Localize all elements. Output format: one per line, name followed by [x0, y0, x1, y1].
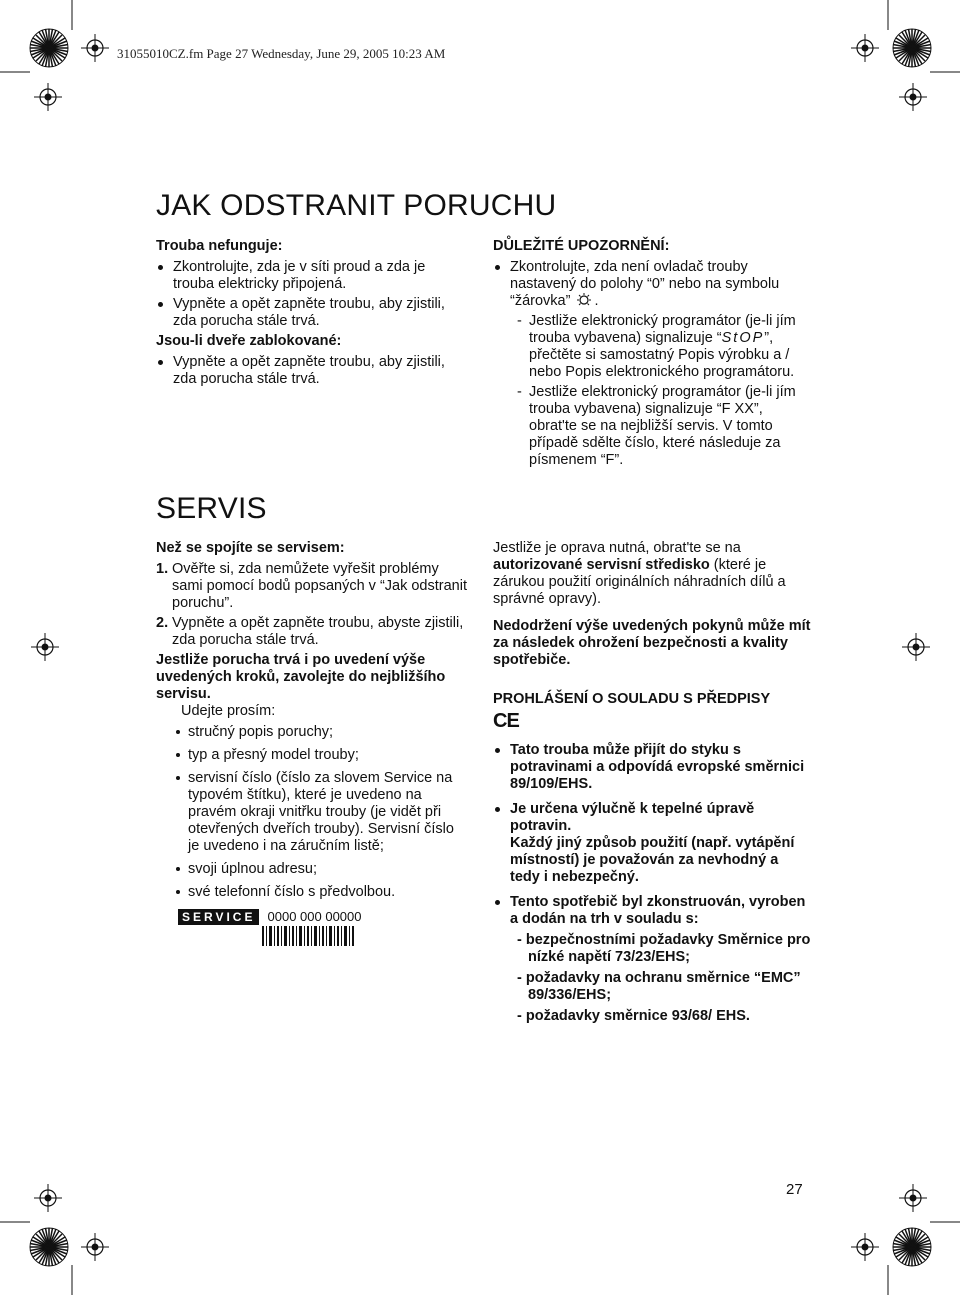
please-provide-text: Udejte prosím:	[181, 703, 276, 719]
heading-door-blocked: Jsou-li dveře zablokované:	[156, 333, 342, 349]
repair-needed-text: Jestliže je oprava nutná, obrat'te se na autorizované servisní středisko (které je zárukou použití originálních náhradních dílů a správné opravy).	[493, 540, 786, 607]
list-item: svoji úplnou adresu;	[176, 861, 468, 878]
print-header: 31055010CZ.fm Page 27 Wednesday, June 29, 2005 10:23 AM	[117, 46, 446, 61]
list-item: - požadavky na ochranu směrnice “EMC” 89/336/EHS;	[517, 970, 801, 1003]
oven-not-working-list	[156, 259, 466, 330]
service-label	[178, 908, 361, 926]
safety-warning-text: Nedodržení výše uvedených pokynů může mít za následek ohrožení bezpečnosti a kvality spotřebiče.	[493, 618, 811, 668]
stop-display-symbol: StOP	[721, 330, 765, 346]
page-number: 27	[786, 1181, 803, 1198]
service-badge: SERVICE	[178, 909, 259, 925]
bulb-check-text: Zkontrolujte, zda není ovladač trouby nastavený do polohy “0” nebo na symbolu “žárovka”	[510, 259, 780, 309]
before-contact-heading: Než se spojíte se servisem:	[156, 540, 345, 556]
authorized-service-text: autorizované servisní středisko	[493, 557, 710, 573]
list-item: Zkontrolujte, zda není ovladač trouby nastavený do polohy “0” nebo na symbolu “žárovka” .	[493, 259, 813, 310]
page-title: JAK ODSTRANIT PORUCHU	[156, 189, 557, 222]
servis-title: SERVIS	[156, 492, 267, 525]
list-item: Vypněte a opět zapněte troubu, aby zjistili, zda porucha stále trvá.	[156, 296, 466, 330]
list-item: své telefonní číslo s předvolbou.	[176, 884, 468, 901]
lamp-icon	[574, 293, 594, 307]
list-item: typ a přesný model trouby;	[176, 747, 468, 764]
list-item: - Jestliže elektronický programátor (je-li jím trouba vybavena) signalizuje “F XX”, obrat'te se na nejbližší servis. V tomto případě sdělte číslo, které následuje za písmenem “F”.	[517, 384, 813, 469]
troubleshoot-right-column	[493, 238, 813, 472]
servis-right-column	[493, 540, 811, 1025]
list-item: - požadavky směrnice 93/68/ EHS.	[517, 1008, 750, 1024]
list-item: 1. Ověřte si, zda nemůžete vyřešit problémy sami pomocí bodů popsaných v “Jak odstranit poruchu”.	[156, 561, 467, 611]
list-item: Vypněte a opět zapněte troubu, aby zjistili, zda porucha stále trvá.	[156, 354, 466, 388]
service-number: 0000 000 00000	[267, 909, 362, 924]
list-item: Tato trouba může přijít do styku s potravinami a odpovídá evropské směrnici 89/109/EHS.	[493, 742, 811, 793]
servis-left-column	[156, 540, 468, 907]
important-list	[493, 259, 813, 310]
list-item: Zkontrolujte, zda je v síti proud a zda je trouba elektricky připojená.	[156, 259, 466, 293]
list-item: - Jestliže elektronický programátor (je-li jím trouba vybavena) signalizuje “StOP”, přečtěte si samostatný Popis výrobku a / nebo Popis elektronického programátoru.	[517, 313, 813, 381]
list-item: servisní číslo (číslo za slovem Service na typovém štítku), které je uvedeno na pravém okraji vnitřku trouby (je vidět při otevřených dveřích trouby). Servisní číslo je uvedeno i na záručním listě;	[176, 770, 468, 855]
list-item: stručný popis poruchy;	[176, 724, 468, 741]
list-item: - bezpečnostními požadavky Směrnice pro nízké napětí 73/23/EHS;	[517, 932, 811, 965]
troubleshoot-left-column	[156, 238, 466, 391]
fault-persists-text: Jestliže porucha trvá i po uvedení výše uvedených kroků, zavolejte do nejbližšího servisu.	[156, 652, 446, 702]
directive-list	[517, 932, 811, 1025]
info-to-provide-list	[176, 724, 468, 901]
list-item: 2. Vypněte a opět zapněte troubu, abyste zjistili, zda porucha stále trvá.	[156, 615, 464, 648]
door-blocked-list	[156, 354, 466, 388]
programmer-notes	[517, 313, 813, 469]
list-item: Tento spotřebič byl zkonstruován, vyroben a dodán na trh v souladu s:	[493, 894, 811, 928]
ce-mark-icon: CE	[493, 710, 519, 732]
barcode	[262, 926, 354, 946]
heading-oven-not-working: Trouba nefunguje:	[156, 238, 283, 254]
important-heading: DŮLEŽITÉ UPOZORNĚNÍ:	[493, 238, 670, 254]
conformity-heading: PROHLÁŠENÍ O SOULADU S PŘEDPISY	[493, 691, 771, 707]
conformity-list	[493, 742, 811, 928]
list-item: Je určena výlučně k tepelné úpravě potravin. Každý jiný způsob použití (např. vytápění místností) je považován za nevhodný a tedy i nebezpečný.	[493, 801, 811, 886]
before-contact-steps	[156, 561, 468, 649]
